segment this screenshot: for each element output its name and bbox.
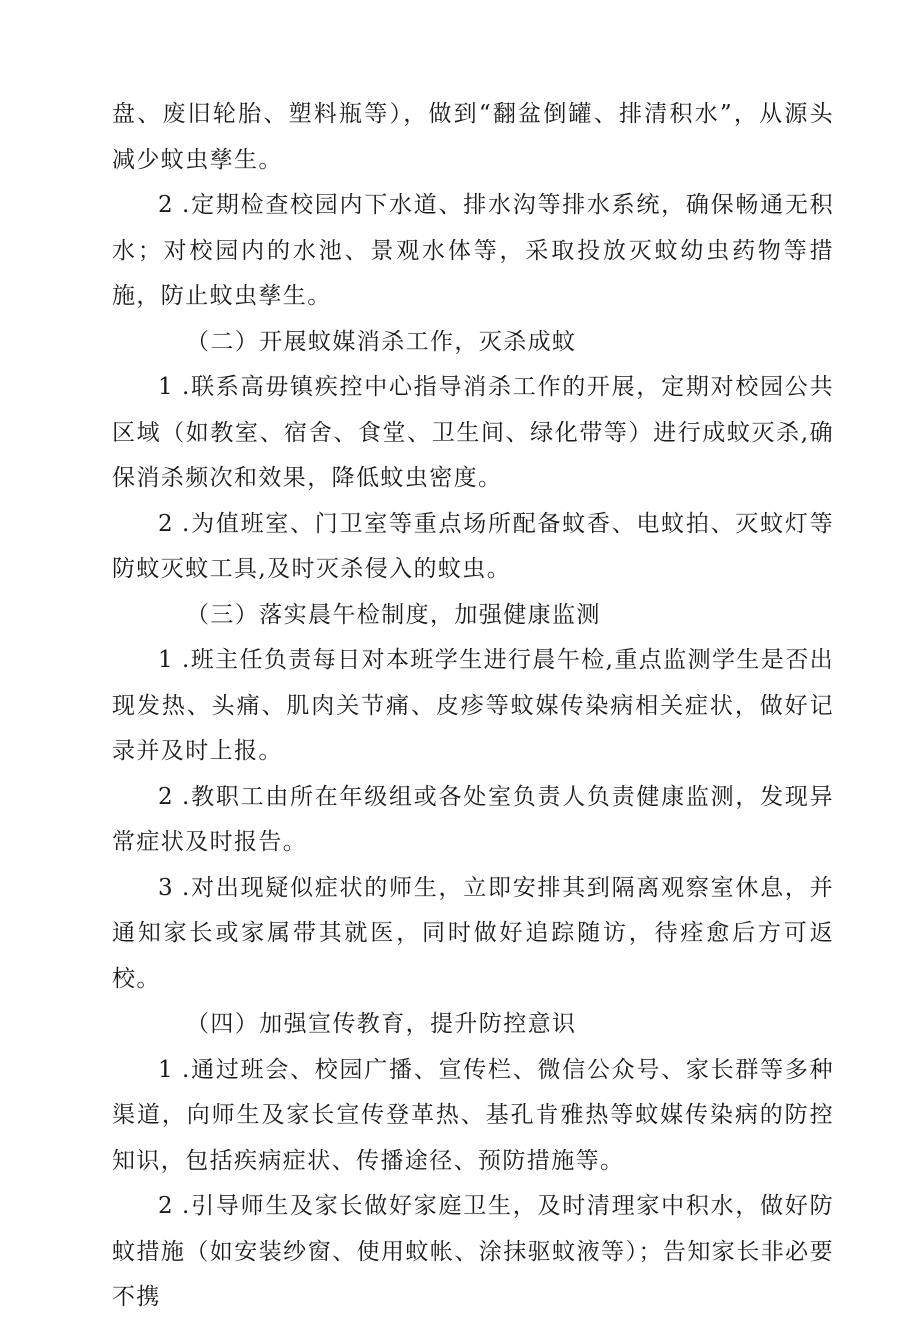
item-number: 2	[158, 1193, 175, 1219]
item-text: .教职工由所在年级组或各处室负责人负责健康监测，发现异常症状及时报告。	[112, 783, 834, 855]
paragraph-item-2	[112, 775, 834, 866]
paragraph-item-1	[112, 365, 834, 502]
item-number: 2	[158, 510, 175, 537]
item-text: .班主任负责每日对本班学生进行晨午检,重点监测学生是否出现发热、头痛、肌肉关节痛、皮疹等蚊媒传染病相关症状，做好记录并及时上报。	[112, 647, 834, 764]
item-text: .联系高毋镇疾控中心指导消杀工作的开展，定期对校园公共区域（如教室、宿舍、食堂、卫生间、绿化带等）进行成蚊灭杀,确保消杀频次和效果，降低蚊虫密度。	[112, 374, 834, 491]
section-heading-3: （三）落实晨午检制度，加强健康监测	[186, 601, 601, 628]
item-number: 3	[158, 874, 175, 901]
item-number: 1	[158, 374, 175, 400]
paragraph-item-2	[112, 1184, 834, 1321]
item-text: .通过班会、校园广播、宣传栏、微信公众号、家长群等多种渠道，向师生及家长宣传登革热、基孔肯雅热等蚊媒传染病的防控知识，包括疾病症状、传播途径、预防措施等。	[112, 1056, 834, 1174]
section-heading-2: （二）开展蚊媒消杀工作，灭杀成蚊	[186, 328, 577, 355]
paragraph-item-1	[112, 638, 834, 775]
paragraph-item-1	[112, 1048, 834, 1185]
item-number: 2	[158, 783, 175, 810]
paragraph-item-2	[112, 183, 834, 320]
section-heading-4: （四）加强宣传教育，提升防控意识	[186, 1011, 577, 1037]
item-number: 1	[158, 647, 175, 673]
paragraph-continued	[112, 92, 834, 183]
document-body	[112, 92, 834, 1321]
item-number: 2	[158, 192, 175, 218]
item-text: .定期检查校园内下水道、排水沟等排水系统，确保畅通无积水；对校园内的水池、景观水体等，采取投放灭蚊幼虫药物等措施，防止蚊虫孳生。	[112, 192, 834, 309]
paragraph-text: 盘、废旧轮胎、塑料瓶等），做到“翻盆倒罐、排清积水”，从源头减少蚊虫孳生。	[112, 101, 834, 173]
item-text: .引导师生及家长做好家庭卫生，及时清理家中积水，做好防蚊措施（如安装纱窗、使用蚊帐、涂抹驱蚊液等）；告知家长非必要不携	[112, 1193, 834, 1310]
item-number: 1	[158, 1056, 175, 1083]
paragraph-item-3	[112, 866, 834, 1003]
item-text: .对出现疑似症状的师生，立即安排其到隔离观察室休息，并通知家长或家属带其就医，同时做好追踪随访，待痊愈后方可返校。	[112, 874, 834, 992]
paragraph-item-2	[112, 502, 834, 593]
item-text: .为值班室、门卫室等重点场所配备蚊香、电蚊拍、灭蚊灯等防蚊灭蚊工具,及时灭杀侵入的蚊虫。	[112, 510, 834, 582]
